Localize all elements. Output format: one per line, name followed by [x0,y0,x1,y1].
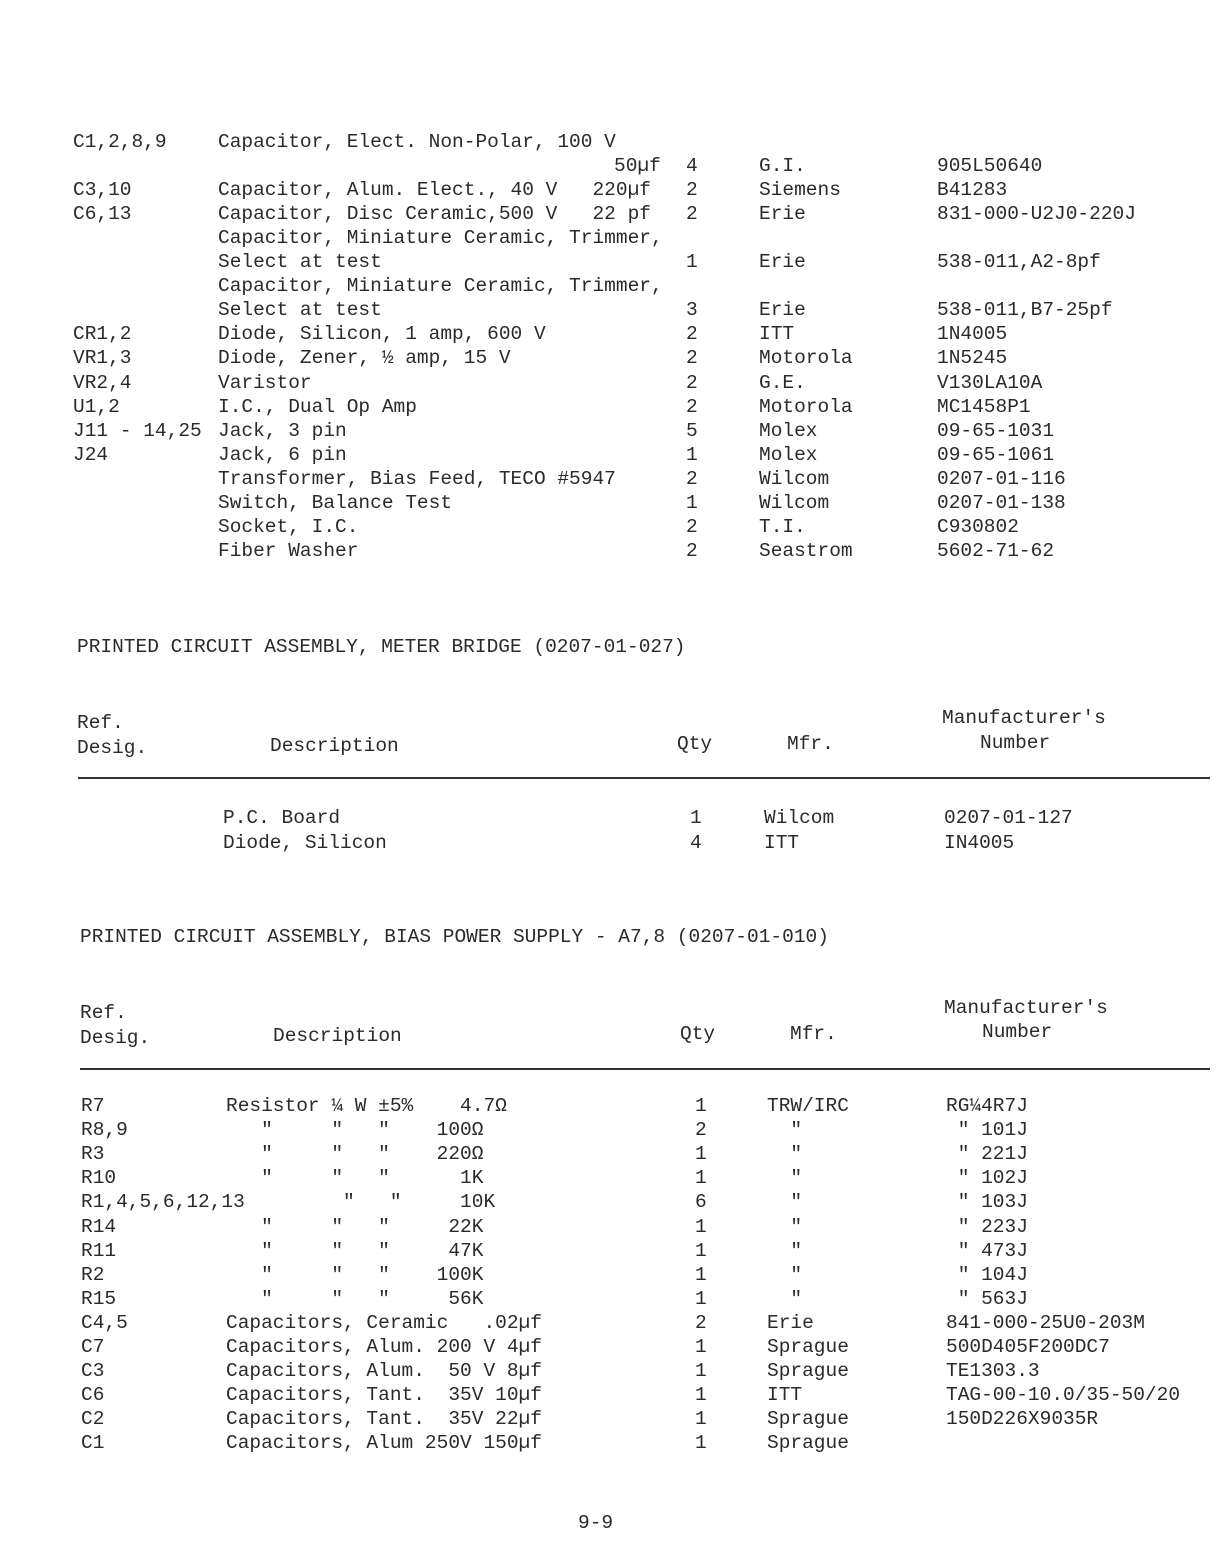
description-cell: Capacitor, Miniature Ceramic, Trimmer, [218,227,663,250]
description-cell: " " " 22K [226,1215,484,1238]
part-number-cell: 1N5245 [937,347,1008,370]
qty-cell: 1 [695,1143,707,1166]
part-number-cell: MC1458P1 [937,395,1031,418]
description-cell: " " " 100K [226,1263,484,1286]
description-cell: Socket, I.C. [218,515,359,538]
col-mfr-number-header-2: Number [980,732,1051,754]
qty-cell: 2 [686,515,698,538]
col-mfr-header: Mfr. [790,1023,837,1045]
part-number-cell: 831-000-U2J0-220J [937,203,1136,226]
qty-cell: 1 [695,1336,707,1358]
manufacturer-cell: " [767,1191,803,1214]
ref-desig-cell: C4,5 [81,1311,128,1334]
qty-cell: 1 [695,1287,707,1310]
part-number-cell: 841-000-25U0-203M [946,1311,1145,1334]
header-rule [78,777,1210,779]
manufacturer-cell: Erie [759,251,806,274]
page-number: 9-9 [578,1512,614,1534]
description-cell: " " 10K [226,1191,496,1214]
ref-desig-cell: R3 [81,1143,105,1166]
ref-desig-cell: R11 [81,1239,117,1262]
col-description-header: Description [273,1025,402,1047]
qty-cell: 2 [686,347,698,370]
ref-desig-cell: R7 [81,1095,105,1117]
part-number-cell: 09-65-1061 [937,443,1055,466]
manufacturer-cell: Motorola [759,347,853,370]
part-number-cell: 0207-01-127 [944,807,1073,829]
ref-desig-cell: J24 [73,443,109,466]
description-cell: 50µf [614,155,661,178]
manufacturer-cell: ITT [759,323,795,346]
section-3-title: PRINTED CIRCUIT ASSEMBLY, BIAS POWER SUPPLY - A7,8 (0207-01-010) [80,926,829,948]
qty-cell: 2 [695,1119,707,1142]
manufacturer-cell: ITT [767,1384,803,1407]
part-number-cell: " 223J [946,1215,1028,1238]
part-number-cell: 538-011,B7-25pf [937,299,1113,322]
manufacturer-cell: Erie [759,299,806,322]
qty-cell: 1 [695,1239,707,1262]
part-number-cell: C930802 [937,515,1019,538]
manufacturer-cell: Sprague [767,1336,849,1358]
ref-desig-cell: CR1,2 [73,323,132,346]
part-number-cell: V130LA10A [937,371,1043,394]
qty-cell: 3 [686,299,698,322]
manufacturer-cell: Sprague [767,1432,849,1455]
qty-cell: 1 [695,1095,707,1117]
qty-cell: 2 [686,179,698,202]
part-number-cell: RG¼4R7J [946,1095,1028,1117]
col-qty-header: Qty [680,1023,716,1045]
description-cell: Select at test [218,299,382,322]
ref-desig-cell: C1,2,8,9 [73,131,167,153]
manufacturer-cell: Erie [759,203,806,226]
part-number-cell: " 101J [946,1119,1028,1142]
qty-cell: 2 [686,323,698,346]
part-number-cell: TAG-00-10.0/35-50/20 [946,1384,1181,1407]
description-cell: Select at test [218,251,382,274]
qty-cell: 1 [695,1408,707,1431]
qty-cell: 1 [695,1384,707,1407]
description-cell: Diode, Silicon, 1 amp, 600 V [218,323,546,346]
manufacturer-cell: Motorola [759,395,853,418]
manufacturer-cell: TRW/IRC [767,1095,849,1117]
description-cell: I.C., Dual Op Amp [218,395,417,418]
qty-cell: 4 [690,832,702,854]
qty-cell: 1 [690,807,702,829]
description-cell: Jack, 3 pin [218,419,347,442]
qty-cell: 5 [686,419,698,442]
description-cell: Diode, Silicon [223,832,387,854]
qty-cell: 1 [695,1167,707,1190]
ref-desig-cell: C3,10 [73,179,132,202]
description-cell: Switch, Balance Test [218,491,453,514]
manufacturer-cell: T.I. [759,515,806,538]
qty-cell: 1 [686,443,698,466]
part-number-cell: 905L50640 [937,155,1043,178]
description-cell: Capacitors, Ceramic .02µf [226,1311,542,1334]
ref-desig-cell: C3 [81,1360,105,1383]
manufacturer-cell: G.I. [759,155,806,178]
manufacturer-cell: Sprague [767,1360,849,1383]
qty-cell: 1 [695,1432,707,1455]
ref-desig-cell: C7 [81,1336,105,1358]
qty-cell: 4 [686,155,698,178]
manufacturer-cell: " [767,1287,803,1310]
manufacturer-cell: Erie [767,1311,814,1334]
manufacturer-cell: Molex [759,419,818,442]
col-ref-header: Ref. [77,712,124,734]
ref-desig-cell: R1,4,5,6,12,13 [81,1191,245,1214]
part-number-cell: 0207-01-116 [937,467,1066,490]
description-cell: " " " 56K [226,1287,484,1310]
description-cell: Capacitor, Disc Ceramic,500 V 22 pf [218,203,651,226]
description-cell: Capacitors, Alum. 200 V 4µf [226,1336,542,1358]
manufacturer-cell: Molex [759,443,818,466]
manufacturer-cell: Sprague [767,1408,849,1431]
part-number-cell: B41283 [937,179,1008,202]
description-cell: Varistor [218,371,312,394]
col-mfr-number-header: Manufacturer's [942,707,1106,729]
part-number-cell: 09-65-1031 [937,419,1055,442]
part-number-cell: 500D405F200DC7 [946,1336,1110,1358]
description-cell: Resistor ¼ W ±5% 4.7Ω [226,1095,507,1117]
qty-cell: 1 [686,251,698,274]
description-cell: Jack, 6 pin [218,443,347,466]
ref-desig-cell: C1 [81,1432,105,1455]
col-desig-header: Desig. [80,1027,151,1049]
manufacturer-cell: " [767,1143,803,1166]
part-number-cell: 1N4005 [937,323,1008,346]
qty-cell: 2 [686,539,698,562]
manufacturer-cell: " [767,1239,803,1262]
description-cell: Capacitor, Miniature Ceramic, Trimmer, [218,275,663,298]
col-desig-header: Desig. [77,737,148,759]
description-cell: Capacitor, Alum. Elect., 40 V 220µf [218,179,651,202]
ref-desig-cell: R8,9 [81,1119,128,1142]
description-cell: Capacitors, Tant. 35V 10µf [226,1384,542,1407]
part-number-cell: " 103J [946,1191,1028,1214]
qty-cell: 1 [695,1360,707,1383]
manufacturer-cell: ITT [764,832,800,854]
part-number-cell: IN4005 [944,832,1015,854]
ref-desig-cell: VR1,3 [73,347,132,370]
ref-desig-cell: R14 [81,1215,117,1238]
description-cell: " " " 100Ω [226,1119,484,1142]
ref-desig-cell: C6,13 [73,203,132,226]
col-mfr-header: Mfr. [787,733,834,755]
manufacturer-cell: Wilcom [759,467,830,490]
description-cell: Capacitor, Elect. Non-Polar, 100 V [218,131,616,153]
ref-desig-cell: R15 [81,1287,117,1310]
description-cell: Transformer, Bias Feed, TECO #5947 [218,467,616,490]
description-cell: Diode, Zener, ½ amp, 15 V [218,347,511,370]
qty-cell: 2 [695,1311,707,1334]
description-cell: Fiber Washer [218,539,359,562]
ref-desig-cell: R10 [81,1167,117,1190]
ref-desig-cell: U1,2 [73,395,120,418]
section-2-title: PRINTED CIRCUIT ASSEMBLY, METER BRIDGE (0207-01-027) [77,636,686,658]
qty-cell: 6 [695,1191,707,1214]
header-rule [80,1068,1210,1070]
part-number-cell: 150D226X9035R [946,1408,1099,1431]
manufacturer-cell: Siemens [759,179,841,202]
manufacturer-cell: G.E. [759,371,806,394]
part-number-cell: " 473J [946,1239,1028,1262]
qty-cell: 1 [695,1215,707,1238]
col-qty-header: Qty [677,733,713,755]
part-number-cell: " 563J [946,1287,1028,1310]
qty-cell: 1 [695,1263,707,1286]
manufacturer-cell: " [767,1167,803,1190]
ref-desig-cell: C6 [81,1384,105,1407]
manufacturer-cell: " [767,1119,803,1142]
manufacturer-cell: Wilcom [759,491,830,514]
qty-cell: 2 [686,371,698,394]
ref-desig-cell: VR2,4 [73,371,132,394]
description-cell: " " " 1K [226,1167,484,1190]
qty-cell: 2 [686,203,698,226]
description-cell: Capacitors, Alum 250V 150µf [226,1432,542,1455]
part-number-cell: " 221J [946,1143,1028,1166]
part-number-cell: TE1303.3 [946,1360,1040,1383]
ref-desig-cell: C2 [81,1408,105,1431]
part-number-cell: " 104J [946,1263,1028,1286]
ref-desig-cell: R2 [81,1263,105,1286]
qty-cell: 1 [686,491,698,514]
part-number-cell: " 102J [946,1167,1028,1190]
manufacturer-cell: " [767,1215,803,1238]
description-cell: Capacitors, Alum. 50 V 8µf [226,1360,542,1383]
qty-cell: 2 [686,395,698,418]
qty-cell: 2 [686,467,698,490]
description-cell: Capacitors, Tant. 35V 22µf [226,1408,542,1431]
manufacturer-cell: Seastrom [759,539,853,562]
manufacturer-cell: " [767,1263,803,1286]
description-cell: " " " 220Ω [226,1143,484,1166]
col-mfr-number-header-2: Number [982,1021,1053,1043]
manufacturer-cell: Wilcom [764,807,835,829]
part-number-cell: 5602-71-62 [937,539,1055,562]
col-mfr-number-header: Manufacturer's [944,997,1108,1019]
description-cell: " " " 47K [226,1239,484,1262]
part-number-cell: 0207-01-138 [937,491,1066,514]
ref-desig-cell: J11 - 14,25 [73,419,202,442]
description-cell: P.C. Board [223,807,341,829]
col-ref-header: Ref. [80,1002,127,1024]
part-number-cell: 538-011,A2-8pf [937,251,1101,274]
col-description-header: Description [270,735,399,757]
